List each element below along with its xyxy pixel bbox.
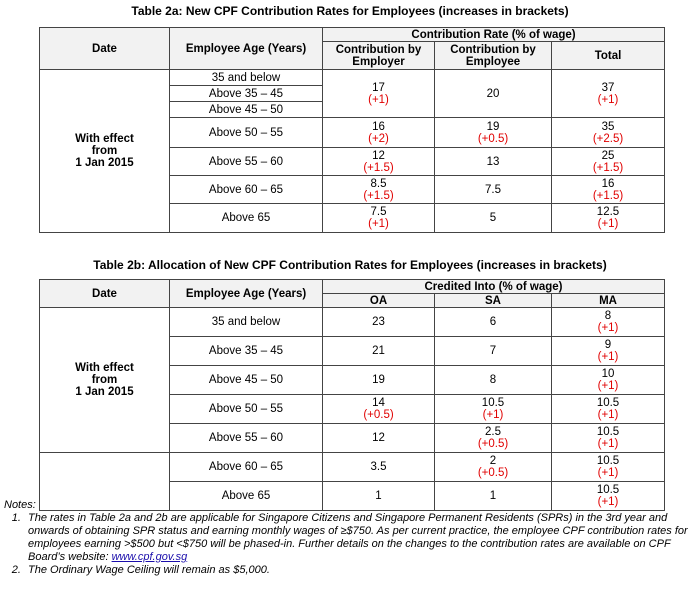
oa-cell: 19	[323, 366, 435, 395]
cpf-website-link[interactable]: www.cpf.gov.sg	[111, 551, 188, 563]
header-contribution-rate: Contribution Rate (% of wage)	[323, 28, 665, 42]
ma-cell: 10.5 (+1)	[552, 424, 665, 453]
ma-cell: 9 (+1)	[552, 337, 665, 366]
ma-cell: 10.5 (+1)	[552, 482, 665, 511]
employer-cell: 17 (+1)	[323, 70, 435, 118]
age-cell: Above 60 – 65	[170, 176, 323, 204]
header-date: Date	[40, 280, 170, 308]
total-cell: 35 (+2.5)	[552, 118, 665, 148]
total-cell: 37 (+1)	[552, 70, 665, 118]
note-1: 1. The rates in Table 2a and 2b are applicable for Singapore Citizens and Singapore Permanent Residents (SPRs) in the 3rd year and onwards of obtaining SPR status and earning monthly wages of ≥$750. As per current practice, the employee CPF contribution rates for employees earning >$500 but <$750 will be phased-in. Further details on the changes to the contribution rates are available on CPF Board’s website: www.cpf.gov.sg	[24, 512, 694, 564]
employee-cell: 13	[435, 148, 552, 176]
sa-cell: 1	[435, 482, 552, 511]
total-cell: 25 (+1.5)	[552, 148, 665, 176]
total-cell: 12.5 (+1)	[552, 204, 665, 233]
oa-cell: 14 (+0.5)	[323, 395, 435, 424]
oa-cell: 21	[323, 337, 435, 366]
total-cell: 16 (+1.5)	[552, 176, 665, 204]
header-employee: Contribution by Employee	[435, 42, 552, 70]
employee-cell: 20	[435, 70, 552, 118]
employee-cell: 7.5	[435, 176, 552, 204]
header-total: Total	[552, 42, 665, 70]
date-cell: With effect from 1 Jan 2015	[40, 70, 170, 233]
note-2: 2. The Ordinary Wage Ceiling will remain as $5,000.	[24, 564, 694, 577]
oa-cell: 12	[323, 424, 435, 453]
sa-cell: 8	[435, 366, 552, 395]
age-cell: Above 45 – 50	[170, 102, 323, 118]
employee-cell: 19 (+0.5)	[435, 118, 552, 148]
ma-cell: 10.5 (+1)	[552, 453, 665, 482]
age-cell: Above 55 – 60	[170, 424, 323, 453]
sa-cell: 2 (+0.5)	[435, 453, 552, 482]
ma-cell: 10.5 (+1)	[552, 395, 665, 424]
oa-cell: 1	[323, 482, 435, 511]
header-age: Employee Age (Years)	[170, 28, 323, 70]
header-oa: OA	[323, 294, 435, 308]
header-employer: Contribution by Employer	[323, 42, 435, 70]
age-cell: Above 55 – 60	[170, 148, 323, 176]
employer-cell: 7.5 (+1)	[323, 204, 435, 233]
employer-cell: 16 (+2)	[323, 118, 435, 148]
sa-cell: 2.5 (+0.5)	[435, 424, 552, 453]
table-2b-title: Table 2b: Allocation of New CPF Contribution Rates for Employees (increases in brackets)	[93, 258, 607, 272]
header-date: Date	[40, 28, 170, 70]
age-cell: Above 65	[170, 482, 323, 511]
age-cell: Above 35 – 45	[170, 337, 323, 366]
age-cell: Above 50 – 55	[170, 118, 323, 148]
age-cell: 35 and below	[170, 70, 323, 86]
table-2b	[39, 279, 665, 511]
table-2a-title: Table 2a: New CPF Contribution Rates for Employees (increases in brackets)	[131, 4, 569, 18]
age-cell: Above 65	[170, 204, 323, 233]
age-cell: Above 35 – 45	[170, 86, 323, 102]
date-cell: With effect from 1 Jan 2015	[40, 308, 170, 453]
header-sa: SA	[435, 294, 552, 308]
employee-cell: 5	[435, 204, 552, 233]
oa-cell: 3.5	[323, 453, 435, 482]
header-ma: MA	[552, 294, 665, 308]
sa-cell: 10.5 (+1)	[435, 395, 552, 424]
notes	[4, 499, 694, 577]
age-cell: 35 and below	[170, 308, 323, 337]
age-cell: Above 60 – 65	[170, 453, 323, 482]
employer-cell: 12 (+1.5)	[323, 148, 435, 176]
employer-cell: 8.5 (+1.5)	[323, 176, 435, 204]
sa-cell: 6	[435, 308, 552, 337]
header-age: Employee Age (Years)	[170, 280, 323, 308]
header-credited-into: Credited Into (% of wage)	[323, 280, 665, 294]
ma-cell: 10 (+1)	[552, 366, 665, 395]
notes-heading: Notes:	[4, 499, 36, 511]
oa-cell: 23	[323, 308, 435, 337]
age-cell: Above 50 – 55	[170, 395, 323, 424]
table-2a	[39, 27, 665, 233]
age-cell: Above 45 – 50	[170, 366, 323, 395]
ma-cell: 8 (+1)	[552, 308, 665, 337]
sa-cell: 7	[435, 337, 552, 366]
